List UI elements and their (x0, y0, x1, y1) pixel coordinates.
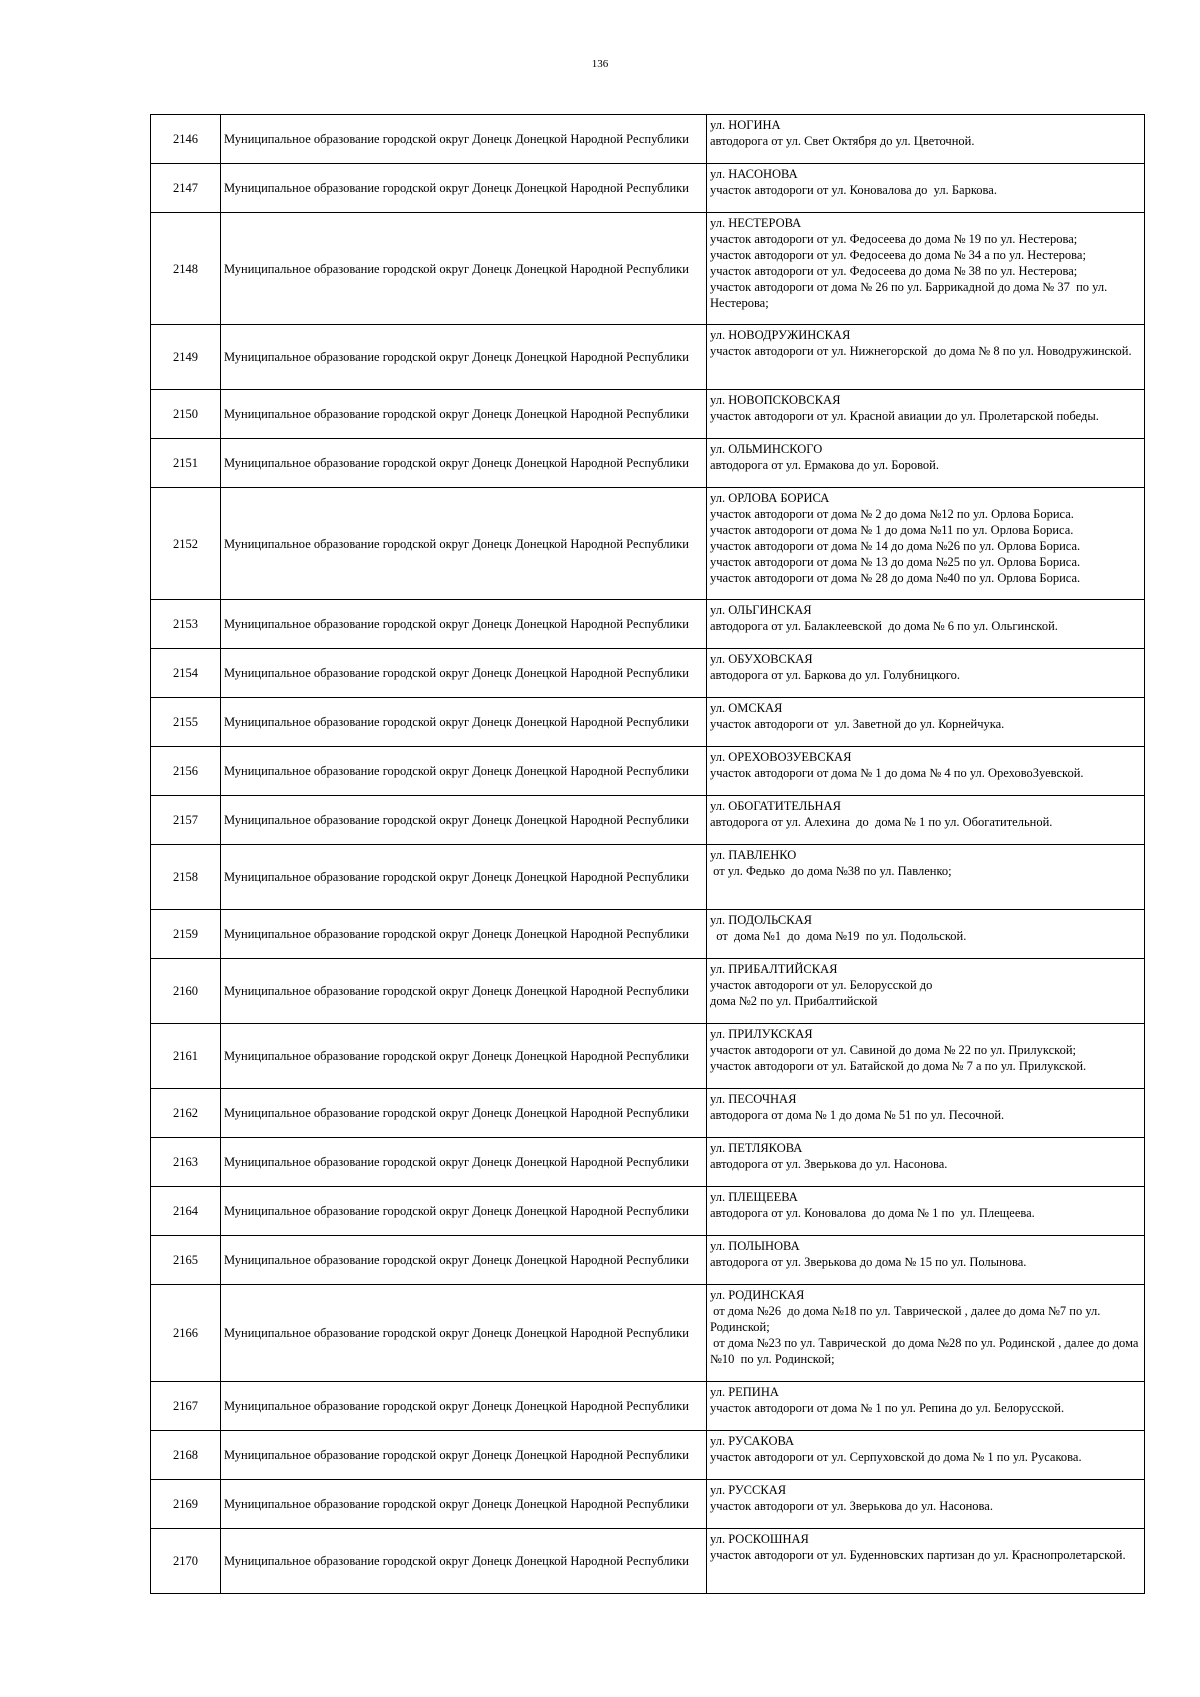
street-name: ул. ПЕСОЧНАЯ (710, 1092, 797, 1106)
street-name: ул. ПОЛЫНОВА (710, 1239, 800, 1253)
road-description (707, 698, 1145, 747)
road-segment: от ул. Федько до дома №38 по ул. Павленко; (710, 864, 952, 878)
row-number: 2169 (151, 1480, 221, 1529)
road-segment: автодорога от ул. Алехина до дома № 1 по ул. Обогатительной. (710, 815, 1053, 829)
owner-organization: Муниципальное образование городской округ Донецк Донецкой Народной Республики (221, 1382, 707, 1431)
road-description (707, 164, 1145, 213)
row-number: 2164 (151, 1187, 221, 1236)
table-row (151, 1480, 1145, 1529)
table-row (151, 164, 1145, 213)
table-row (151, 796, 1145, 845)
row-number: 2150 (151, 390, 221, 439)
road-segment: участок автодороги от дома № 2 до дома №12 по ул. Орлова Бориса. (710, 507, 1074, 521)
page-number: 136 (591, 58, 609, 70)
street-name: ул. НОВОПСКОВСКАЯ (710, 393, 841, 407)
row-number: 2165 (151, 1236, 221, 1285)
row-number: 2155 (151, 698, 221, 747)
owner-organization: Муниципальное образование городской округ Донецк Донецкой Народной Республики (221, 1480, 707, 1529)
owner-organization: Муниципальное образование городской округ Донецк Донецкой Народной Республики (221, 488, 707, 600)
row-number: 2162 (151, 1089, 221, 1138)
street-name: ул. ОРЕХОВОЗУЕВСКАЯ (710, 750, 852, 764)
road-segment: от дома №1 до дома №19 по ул. Подольской. (710, 929, 967, 943)
road-segment: участок автодороги от дома № 1 по ул. Репина до ул. Белорусской. (710, 1401, 1065, 1415)
table-row (151, 390, 1145, 439)
street-name: ул. ПЕТЛЯКОВА (710, 1141, 803, 1155)
road-segment: участок автодороги от дома № 14 до дома №26 по ул. Орлова Бориса. (710, 539, 1081, 553)
street-name: ул. РЕПИНА (710, 1385, 779, 1399)
row-number: 2158 (151, 845, 221, 910)
road-segment: от дома №23 по ул. Таврической до дома №28 по ул. Родинской , далее до дома №10 по ул. Родинской; (710, 1336, 1142, 1366)
table-row (151, 1236, 1145, 1285)
road-description (707, 1480, 1145, 1529)
road-description (707, 845, 1145, 910)
road-description (707, 747, 1145, 796)
road-description (707, 115, 1145, 164)
row-number: 2160 (151, 959, 221, 1024)
owner-organization: Муниципальное образование городской округ Донецк Донецкой Народной Республики (221, 325, 707, 390)
road-description (707, 488, 1145, 600)
table-row (151, 1529, 1145, 1594)
road-segment: дома №2 по ул. Прибалтийской (710, 994, 878, 1008)
street-name: ул. НЕСТЕРОВА (710, 216, 802, 230)
table-row (151, 1431, 1145, 1480)
table-row (151, 1285, 1145, 1382)
street-name: ул. ОЛЬМИНСКОГО (710, 442, 823, 456)
road-description (707, 1089, 1145, 1138)
row-number: 2166 (151, 1285, 221, 1382)
owner-organization: Муниципальное образование городской округ Донецк Донецкой Народной Республики (221, 959, 707, 1024)
road-description (707, 1431, 1145, 1480)
street-name: ул. НАСОНОВА (710, 167, 798, 181)
row-number: 2161 (151, 1024, 221, 1089)
road-segment: от дома №26 до дома №18 по ул. Таврической , далее до дома №7 по ул. Родинской; (710, 1304, 1104, 1334)
owner-organization: Муниципальное образование городской округ Донецк Донецкой Народной Республики (221, 1431, 707, 1480)
road-segment: участок автодороги от ул. Федосеева до дома № 19 по ул. Нестерова; (710, 232, 1078, 246)
row-number: 2170 (151, 1529, 221, 1594)
table-row (151, 959, 1145, 1024)
owner-organization: Муниципальное образование городской округ Донецк Донецкой Народной Республики (221, 649, 707, 698)
street-name: ул. ПРИБАЛТИЙСКАЯ (710, 962, 838, 976)
table-row (151, 649, 1145, 698)
table-row (151, 910, 1145, 959)
row-number: 2167 (151, 1382, 221, 1431)
road-segment: участок автодороги от ул. Белорусской до (710, 978, 933, 992)
road-description (707, 439, 1145, 488)
street-name: ул. ПОДОЛЬСКАЯ (710, 913, 812, 927)
owner-organization: Муниципальное образование городской округ Донецк Донецкой Народной Республики (221, 796, 707, 845)
row-number: 2159 (151, 910, 221, 959)
owner-organization: Муниципальное образование городской округ Донецк Донецкой Народной Республики (221, 600, 707, 649)
owner-organization: Муниципальное образование городской округ Донецк Донецкой Народной Республики (221, 213, 707, 325)
row-number: 2153 (151, 600, 221, 649)
table-row (151, 1187, 1145, 1236)
owner-organization: Муниципальное образование городской округ Донецк Донецкой Народной Республики (221, 1187, 707, 1236)
street-name: ул. РУСАКОВА (710, 1434, 795, 1448)
road-segment: участок автодороги от ул. Серпуховской до дома № 1 по ул. Русакова. (710, 1450, 1082, 1464)
owner-organization: Муниципальное образование городской округ Донецк Донецкой Народной Республики (221, 115, 707, 164)
street-name: ул. ОБОГАТИТЕЛЬНАЯ (710, 799, 841, 813)
road-description (707, 910, 1145, 959)
road-segment: автодорога от ул. Свет Октября до ул. Цветочной. (710, 134, 975, 148)
road-segment: участок автодороги от ул. Заветной до ул. Корнейчука. (710, 717, 1005, 731)
street-name: ул. ПРИЛУКСКАЯ (710, 1027, 813, 1041)
road-segment: автодорога от ул. Зверькова до дома № 15 по ул. Полынова. (710, 1255, 1027, 1269)
owner-organization: Муниципальное образование городской округ Донецк Донецкой Народной Республики (221, 698, 707, 747)
road-segment: участок автодороги от ул. Батайской до дома № 7 а по ул. Прилукской. (710, 1059, 1087, 1073)
owner-organization: Муниципальное образование городской округ Донецк Донецкой Народной Республики (221, 164, 707, 213)
road-segment: участок автодороги от дома № 1 до дома № 4 по ул. ОреховоЗуевской. (710, 766, 1084, 780)
row-number: 2156 (151, 747, 221, 796)
owner-organization: Муниципальное образование городской округ Донецк Донецкой Народной Республики (221, 1285, 707, 1382)
road-segment: участок автодороги от ул. Савиной до дома № 22 по ул. Прилукской; (710, 1043, 1076, 1057)
street-name: ул. ПЛЕЩЕЕВА (710, 1190, 798, 1204)
owner-organization: Муниципальное образование городской округ Донецк Донецкой Народной Республики (221, 910, 707, 959)
road-description (707, 1138, 1145, 1187)
road-description (707, 1382, 1145, 1431)
row-number: 2148 (151, 213, 221, 325)
table-row (151, 325, 1145, 390)
road-segment: участок автодороги от дома № 13 до дома №25 по ул. Орлова Бориса. (710, 555, 1081, 569)
road-segment: автодорога от дома № 1 до дома № 51 по ул. Песочной. (710, 1108, 1005, 1122)
row-number: 2168 (151, 1431, 221, 1480)
owner-organization: Муниципальное образование городской округ Донецк Донецкой Народной Республики (221, 845, 707, 910)
roads-register-table (150, 114, 1145, 1594)
road-segment: участок автодороги от ул. Буденновских партизан до ул. Краснопролетарской. (710, 1548, 1126, 1562)
table-row (151, 845, 1145, 910)
road-description (707, 213, 1145, 325)
road-description (707, 649, 1145, 698)
owner-organization: Муниципальное образование городской округ Донецк Донецкой Народной Республики (221, 1089, 707, 1138)
table-row (151, 115, 1145, 164)
street-name: ул. НОГИНА (710, 118, 781, 132)
road-segment: участок автодороги от дома № 28 до дома №40 по ул. Орлова Бориса. (710, 571, 1081, 585)
owner-organization: Муниципальное образование городской округ Донецк Донецкой Народной Республики (221, 1024, 707, 1089)
road-segment: участок автодороги от дома № 1 до дома №11 по ул. Орлова Бориса. (710, 523, 1074, 537)
table-row (151, 698, 1145, 747)
table-row (151, 1382, 1145, 1431)
road-description (707, 390, 1145, 439)
street-name: ул. ОБУХОВСКАЯ (710, 652, 813, 666)
row-number: 2147 (151, 164, 221, 213)
road-segment: участок автодороги от ул. Нижнегорской до дома № 8 по ул. Новодружинской. (710, 344, 1132, 358)
road-description (707, 600, 1145, 649)
table-row (151, 1138, 1145, 1187)
road-description (707, 796, 1145, 845)
road-segment: участок автодороги от ул. Зверькова до ул. Насонова. (710, 1499, 993, 1513)
street-name: ул. ОЛЬГИНСКАЯ (710, 603, 812, 617)
owner-organization: Муниципальное образование городской округ Донецк Донецкой Народной Республики (221, 439, 707, 488)
row-number: 2146 (151, 115, 221, 164)
row-number: 2157 (151, 796, 221, 845)
road-segment: автодорога от ул. Баркова до ул. Голубницкого. (710, 668, 960, 682)
road-description (707, 1024, 1145, 1089)
row-number: 2154 (151, 649, 221, 698)
owner-organization: Муниципальное образование городской округ Донецк Донецкой Народной Республики (221, 1138, 707, 1187)
street-name: ул. ОМСКАЯ (710, 701, 783, 715)
road-segment: участок автодороги от ул. Федосеева до дома № 38 по ул. Нестерова; (710, 264, 1078, 278)
road-description (707, 1236, 1145, 1285)
road-segment: участок автодороги от ул. Красной авиации до ул. Пролетарской победы. (710, 409, 1099, 423)
street-name: ул. ОРЛОВА БОРИСА (710, 491, 830, 505)
table-row (151, 213, 1145, 325)
street-name: ул. РУССКАЯ (710, 1483, 787, 1497)
road-description (707, 1285, 1145, 1382)
owner-organization: Муниципальное образование городской округ Донецк Донецкой Народной Республики (221, 1236, 707, 1285)
row-number: 2151 (151, 439, 221, 488)
row-number: 2152 (151, 488, 221, 600)
road-segment: участок автодороги от дома № 26 по ул. Баррикадной до дома № 37 по ул. Нестерова; (710, 280, 1111, 310)
street-name: ул. РОСКОШНАЯ (710, 1532, 809, 1546)
road-segment: автодорога от ул. Коновалова до дома № 1 по ул. Плещеева. (710, 1206, 1035, 1220)
owner-organization: Муниципальное образование городской округ Донецк Донецкой Народной Республики (221, 1529, 707, 1594)
table-body (151, 115, 1145, 1594)
table-row (151, 600, 1145, 649)
table-row (151, 747, 1145, 796)
table-row (151, 1089, 1145, 1138)
road-segment: автодорога от ул. Ермакова до ул. Боровой. (710, 458, 939, 472)
row-number: 2149 (151, 325, 221, 390)
road-segment: участок автодороги от ул. Коновалова до ул. Баркова. (710, 183, 997, 197)
table-row (151, 439, 1145, 488)
table-row (151, 488, 1145, 600)
road-segment: автодорога от ул. Зверькова до ул. Насонова. (710, 1157, 948, 1171)
owner-organization: Муниципальное образование городской округ Донецк Донецкой Народной Республики (221, 390, 707, 439)
table-row (151, 1024, 1145, 1089)
street-name: ул. РОДИНСКАЯ (710, 1288, 805, 1302)
road-description (707, 1529, 1145, 1594)
road-description (707, 1187, 1145, 1236)
row-number: 2163 (151, 1138, 221, 1187)
road-segment: автодорога от ул. Балаклеевской до дома № 6 по ул. Ольгинской. (710, 619, 1058, 633)
street-name: ул. ПАВЛЕНКО (710, 848, 797, 862)
road-description (707, 959, 1145, 1024)
street-name: ул. НОВОДРУЖИНСКАЯ (710, 328, 851, 342)
road-description (707, 325, 1145, 390)
owner-organization: Муниципальное образование городской округ Донецк Донецкой Народной Республики (221, 747, 707, 796)
road-segment: участок автодороги от ул. Федосеева до дома № 34 а по ул. Нестерова; (710, 248, 1086, 262)
